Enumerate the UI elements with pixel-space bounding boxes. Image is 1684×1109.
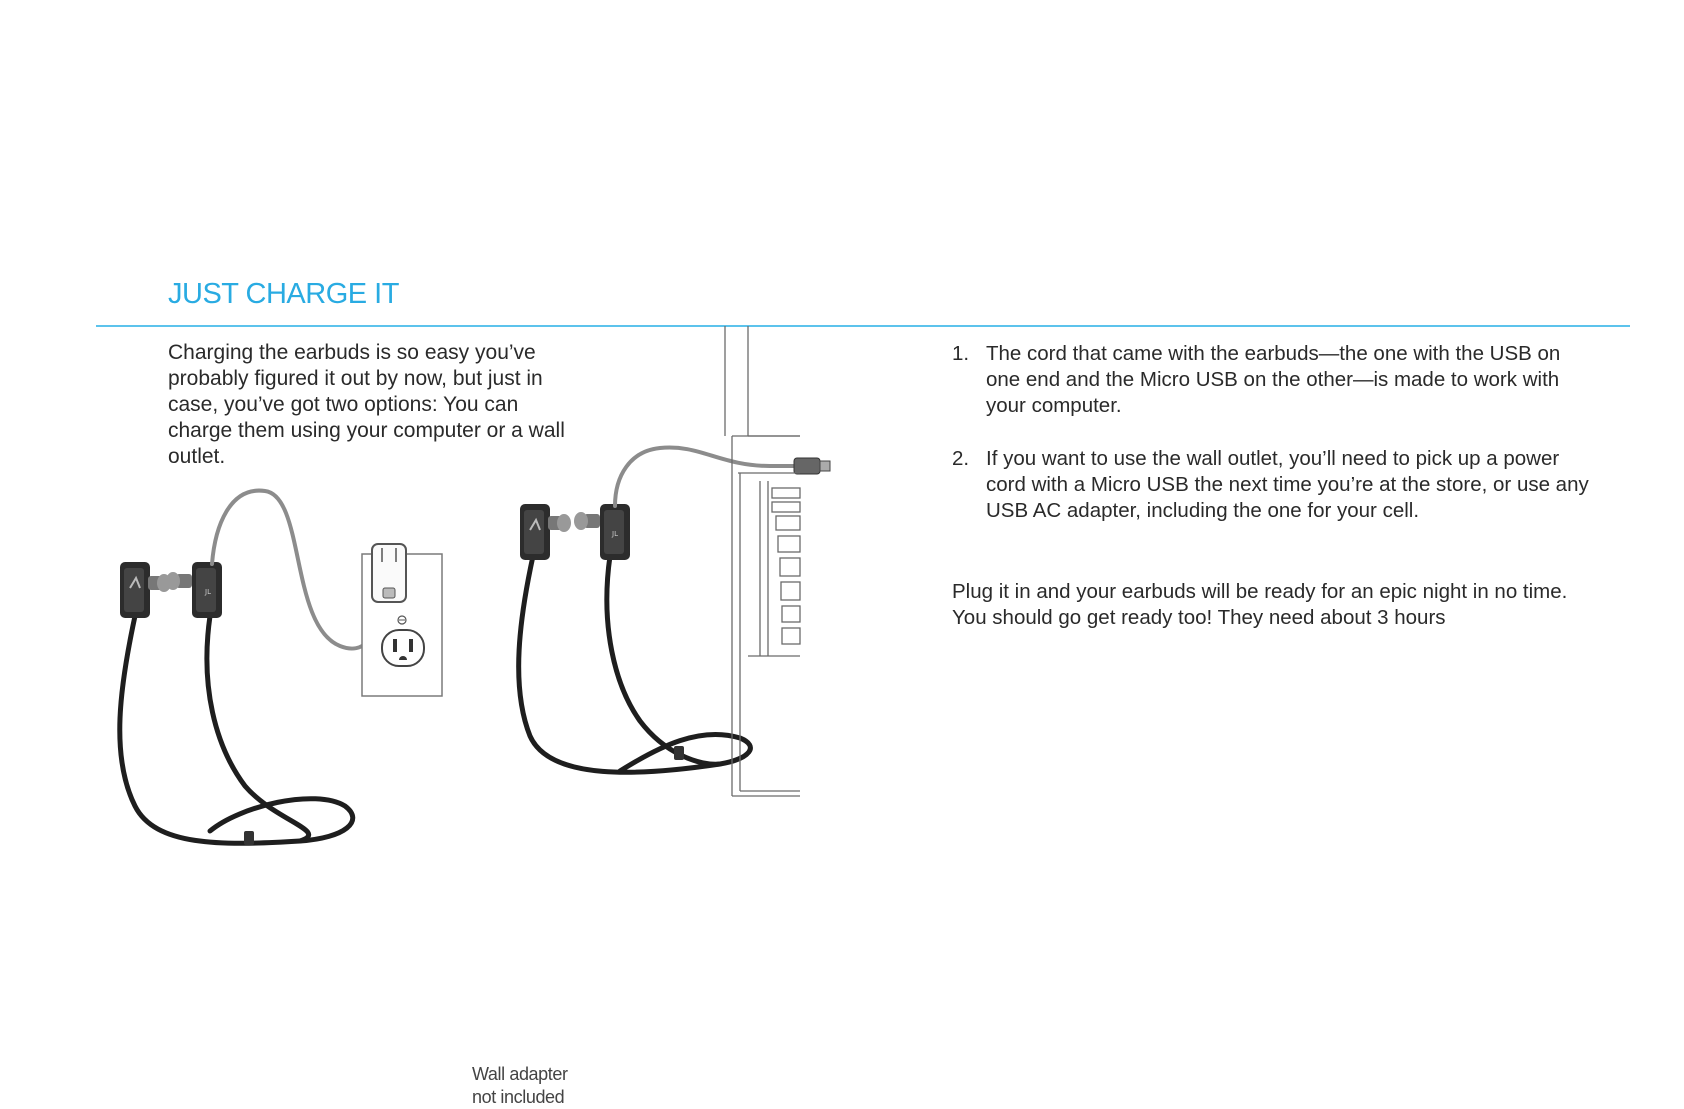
charging-steps-list bbox=[952, 341, 1592, 551]
wall-outlet-icon bbox=[362, 544, 442, 696]
caption-line: not included bbox=[472, 1087, 565, 1107]
step-number: 1. bbox=[952, 342, 970, 365]
charging-illustration bbox=[100, 326, 900, 1107]
earbuds-icon bbox=[519, 504, 751, 772]
svg-text:JL: JL bbox=[205, 588, 211, 596]
earbuds-icon bbox=[120, 562, 353, 845]
svg-text:JL: JL bbox=[612, 530, 618, 538]
step-number: 2. bbox=[952, 447, 970, 470]
step-text: If you want to use the wall outlet, you’ll need to pick up a power cord with a Micro USB the next time you’re at the store, or use any USB AC adapter, including the one for your cell. bbox=[986, 447, 1589, 522]
laptop-icon bbox=[725, 326, 800, 796]
list-item bbox=[952, 341, 1592, 419]
section-title: JUST CHARGE IT bbox=[168, 278, 399, 310]
caption-line: Wall adapter bbox=[472, 1064, 568, 1084]
wall-adapter-caption bbox=[472, 1063, 568, 1109]
list-item bbox=[952, 446, 1592, 524]
intro-paragraph: Charging the earbuds is so easy you’ve probably figured it out by now, but just in case, you’ve got two options: You can charge them using your computer or a wall outlet. bbox=[168, 341, 565, 468]
closing-paragraph: Plug it in and your earbuds will be ready for an epic night in no time. You should go get ready too! They need about 3 hours bbox=[952, 580, 1568, 629]
step-text: The cord that came with the earbuds—the one with the USB on one end and the Micro USB on the other—is made to work with your computer. bbox=[986, 342, 1561, 417]
